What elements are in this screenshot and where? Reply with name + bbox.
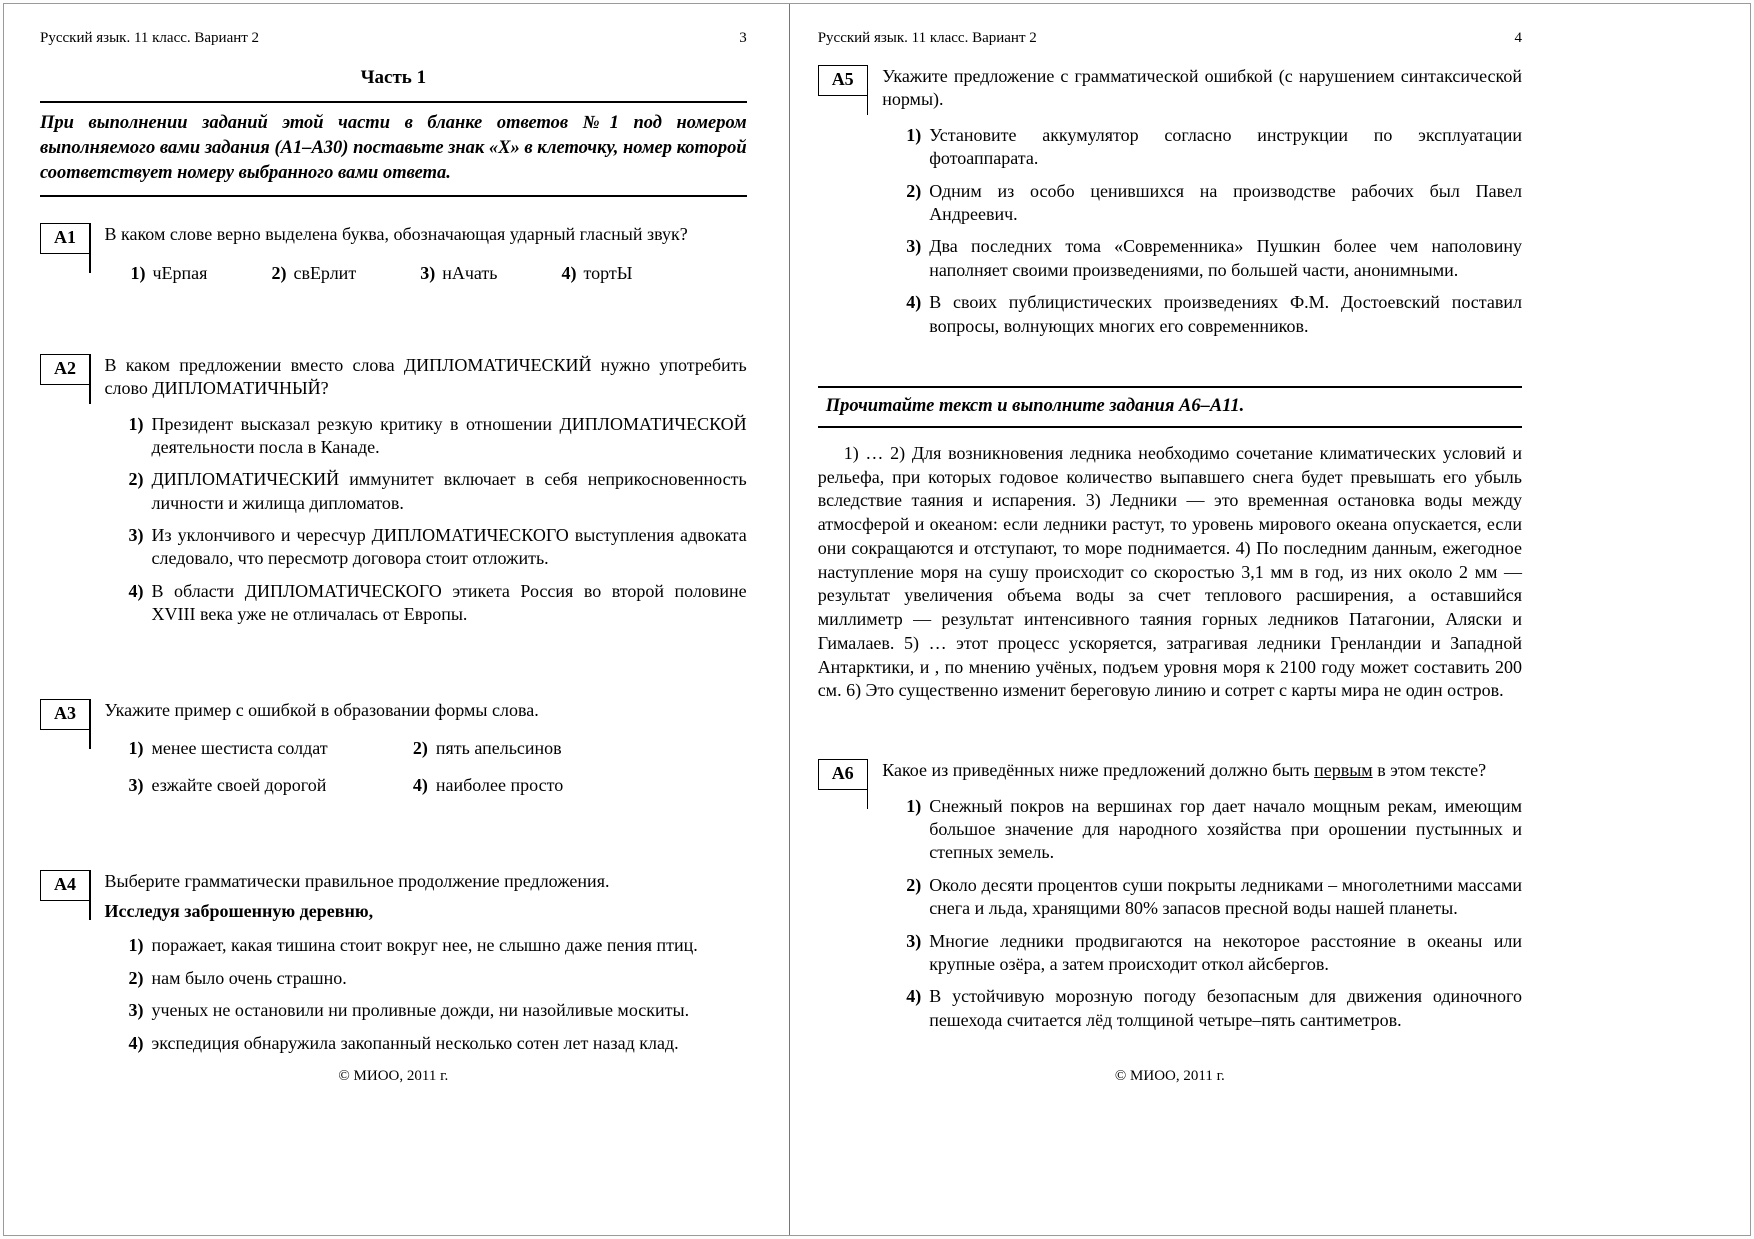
option-text: Президент высказал резкую критику в отношении ДИПЛОМАТИЧЕСКОЙ деятельности посла в Канаде. <box>151 413 747 457</box>
question-a5-labelbox <box>818 65 869 115</box>
question-label: А3 <box>40 699 89 730</box>
option-text: чЕрпая <box>152 262 208 283</box>
option-number: 4) <box>412 775 428 796</box>
question-text-underlined: первым <box>1314 760 1373 781</box>
option-text: Два последних тома «Современника» Пушкин более чем наполовину наполняет своими произведениями, по большей части, анонимными. <box>929 236 1522 280</box>
question-label: А6 <box>818 759 867 790</box>
option <box>906 235 1522 282</box>
option <box>906 795 1522 865</box>
option-number: 1) <box>130 262 146 283</box>
option-number: 3) <box>420 262 436 283</box>
option-number: 3) <box>128 1000 144 1021</box>
option-number: 1) <box>906 124 922 145</box>
option-text: ДИПЛОМАТИЧЕСКИЙ иммунитет включает в себя неприкосновенность личности и жилища дипломатов. <box>151 469 747 513</box>
option <box>271 263 356 284</box>
option-number: 1) <box>128 738 144 759</box>
question-a3-options <box>105 738 747 796</box>
option-text: наиболее просто <box>435 775 564 796</box>
option-number: 2) <box>906 180 922 201</box>
question-a4-options <box>105 934 747 1055</box>
running-title: Русский язык. 11 класс. Вариант 2 <box>817 30 1037 46</box>
option-number: 3) <box>128 525 144 546</box>
option-number: 4) <box>906 292 922 313</box>
option <box>129 1032 747 1055</box>
question-a1-body <box>91 223 747 283</box>
question-a5 <box>818 65 1522 338</box>
option <box>129 934 747 957</box>
page-footer: © МИОО, 2011 г. <box>1114 1068 1225 1084</box>
option <box>906 180 1522 227</box>
question-a6-labelbox <box>818 759 869 809</box>
option-number: 3) <box>128 775 144 796</box>
question-a6-options <box>882 795 1522 1033</box>
option-text: Многие ледники продвигаются на некоторое расстояние в океаны или крупные озёра, а затем происходит откол айсбергов. <box>929 930 1522 974</box>
reading-task-heading: Прочитайте текст и выполните задания А6–А11. <box>818 386 1522 428</box>
question-text-before: Какое из приведённых ниже предложений должно быть <box>882 760 1310 781</box>
option <box>906 291 1522 338</box>
option <box>906 124 1522 171</box>
option <box>906 930 1522 977</box>
option <box>131 263 208 284</box>
option-number: 4) <box>906 986 922 1007</box>
question-a2-labelbox <box>40 354 91 404</box>
page-number: 4 <box>1514 30 1522 46</box>
question-label: А1 <box>40 223 89 254</box>
option-number: 4) <box>128 580 144 601</box>
option <box>129 775 413 796</box>
option-text: экспедиция обнаружила закопанный несколько сотен лет назад клад. <box>151 1032 679 1053</box>
option-text: Установите аккумулятор согласно инструкции по эксплуатации фотоаппарата. <box>929 124 1522 169</box>
option-text: нАчать <box>442 262 498 283</box>
option <box>129 967 747 990</box>
question-text: В каком предложении вместо слова ДИПЛОМАТИЧЕСКИЙ нужно употребить слово ДИПЛОМАТИЧНЫЙ? <box>104 354 747 399</box>
page-4 <box>790 4 1750 1235</box>
question-a2 <box>40 354 747 627</box>
question-label: А2 <box>40 354 89 385</box>
question-text: В каком слове верно выделена буква, обозначающая ударный гласный звук? <box>104 224 688 245</box>
option-number: 3) <box>906 930 922 951</box>
question-a6 <box>818 759 1522 1032</box>
question-a1 <box>40 223 747 283</box>
option <box>129 524 747 571</box>
question-text-after: в этом тексте? <box>1377 760 1487 781</box>
question-a4-labelbox <box>40 870 91 920</box>
page-number: 3 <box>739 30 747 46</box>
question-a5-body <box>868 65 1522 338</box>
option <box>129 413 747 460</box>
option <box>561 263 632 284</box>
question-text: Укажите пример с ошибкой в образовании формы слова. <box>104 699 539 720</box>
question-a3 <box>40 699 747 796</box>
option-number: 4) <box>128 1032 144 1053</box>
option <box>906 874 1522 921</box>
question-text <box>882 759 1522 782</box>
question-a2-body <box>91 354 747 627</box>
option-number: 2) <box>906 874 922 895</box>
option <box>129 738 413 759</box>
page-header <box>40 30 747 47</box>
question-a6-body <box>868 759 1522 1032</box>
question-a2-options <box>105 413 747 627</box>
question-a4-body <box>91 870 747 1055</box>
question-a1-labelbox <box>40 223 91 273</box>
option <box>413 775 747 796</box>
option-number: 1) <box>128 413 144 434</box>
option-text: В области ДИПЛОМАТИЧЕСКОГО этикета Россия во второй половине XVIII века уже не отличалась от Европы. <box>151 580 747 625</box>
option-number: 2) <box>412 738 428 759</box>
page-3 <box>4 4 790 1235</box>
reading-passage: 1) … 2) Для возникновения ледника необходимо сочетание климатических условий и рельефа, при которых годовое количество выпавшего снега будет превышать его убыль вследствие таяния и испарения. 3) Ледники — это временная остановка воды между атмосферой и океаном: если ледники растут, то уровень мирового океана опускается, если они сокращаются и отступают, то море поднимается. 4) По последним данным, ежегодное наступление моря на сушу происходит со скоростью 3,1 мм в год, из них около 2 мм — результат увеличения объема воды за счет теплового расширения, а оставшийся миллиметр — результат интенсивного таяния горных ледников Патагонии, Аляски и Гималаев. 5) … этот процесс ускоряется, затрагивая ледники Гренландии и Западной Антарктики, и , по мнению учёных, подъем уровня моря к 2100 году может составить 200 см. 6) Это существенно изменит береговую линию и сотрет с карты мира не один остров. <box>817 442 1522 701</box>
question-a3-body <box>91 699 747 796</box>
document-spread <box>3 3 1751 1236</box>
page-header <box>818 30 1522 47</box>
question-a4 <box>40 870 747 1055</box>
option-text: В своих публицистических произведениях Ф.М. Достоевский поставил вопросы, волнующих многих его современников. <box>929 292 1522 336</box>
option-text: Из уклончивого и чересчур ДИПЛОМАТИЧЕСКОГО выступления адвоката следовало, что пересмотр договора стоит отложить. <box>151 525 747 569</box>
option-text: тортЫ <box>583 262 633 283</box>
option-number: 4) <box>561 262 577 283</box>
option-text: Одним из особо ценившихся на производстве рабочих был Павел Андреевич. <box>929 180 1522 224</box>
option-text: В устойчивую морозную погоду безопасным для движения одиночного пешехода считается лёд толщиной четыре–пять сантиметров. <box>929 986 1522 1030</box>
running-title: Русский язык. 11 класс. Вариант 2 <box>40 30 260 46</box>
option-number: 2) <box>271 262 287 283</box>
page-footer: © МИОО, 2011 г. <box>338 1068 449 1084</box>
question-a3-labelbox <box>40 699 91 749</box>
option-number: 2) <box>128 967 144 988</box>
option-number: 2) <box>128 469 144 490</box>
question-a5-options <box>882 124 1522 338</box>
option-text: поражает, какая тишина стоит вокруг нее, не слышно даже пения птиц. <box>151 935 698 956</box>
option-text: менее шестиста солдат <box>151 738 328 759</box>
option <box>129 468 747 515</box>
question-a1-options <box>105 263 747 284</box>
option <box>413 738 747 759</box>
option-text: ученых не остановили ни проливные дожди, ни назойливые москиты. <box>151 1000 690 1021</box>
option-text: Около десяти процентов суши покрыты ледниками – многолетними массами снега и льда, хранящими 80% запасов пресной воды нашей планеты. <box>929 874 1522 919</box>
option <box>129 999 747 1022</box>
option-number: 1) <box>906 795 922 816</box>
part-title: Часть 1 <box>360 67 427 88</box>
option-number: 1) <box>128 935 144 956</box>
question-label: А4 <box>40 870 89 901</box>
question-text: Выберите грамматически правильное продолжение предложения. <box>104 871 610 892</box>
question-text: Укажите предложение с грамматической ошибкой (с нарушением синтаксической нормы). <box>882 66 1522 110</box>
question-lead-phrase: Исследуя заброшенную деревню, <box>104 901 374 922</box>
option-text: свЕрлит <box>293 262 357 283</box>
option-number: 3) <box>906 236 922 257</box>
option <box>420 263 497 284</box>
option <box>906 985 1522 1032</box>
instruction-block: При выполнении заданий этой части в бланке ответов №1 под номером выполняемого вами задания (А1–А30) поставьте знак «Х» в клеточку, номер которой соответствует номеру выбранного вами ответа. <box>40 101 747 197</box>
option-text: Снежный покров на вершинах гор дает начало мощным рекам, имеющим большое значение для народного хозяйства при орошении пустынных и степных земель. <box>929 795 1522 863</box>
option-text: езжайте своей дорогой <box>151 775 327 796</box>
option-text: пять апельсинов <box>435 738 562 759</box>
option <box>129 580 747 627</box>
option-text: нам было очень страшно. <box>151 967 347 988</box>
question-label: А5 <box>818 65 867 96</box>
